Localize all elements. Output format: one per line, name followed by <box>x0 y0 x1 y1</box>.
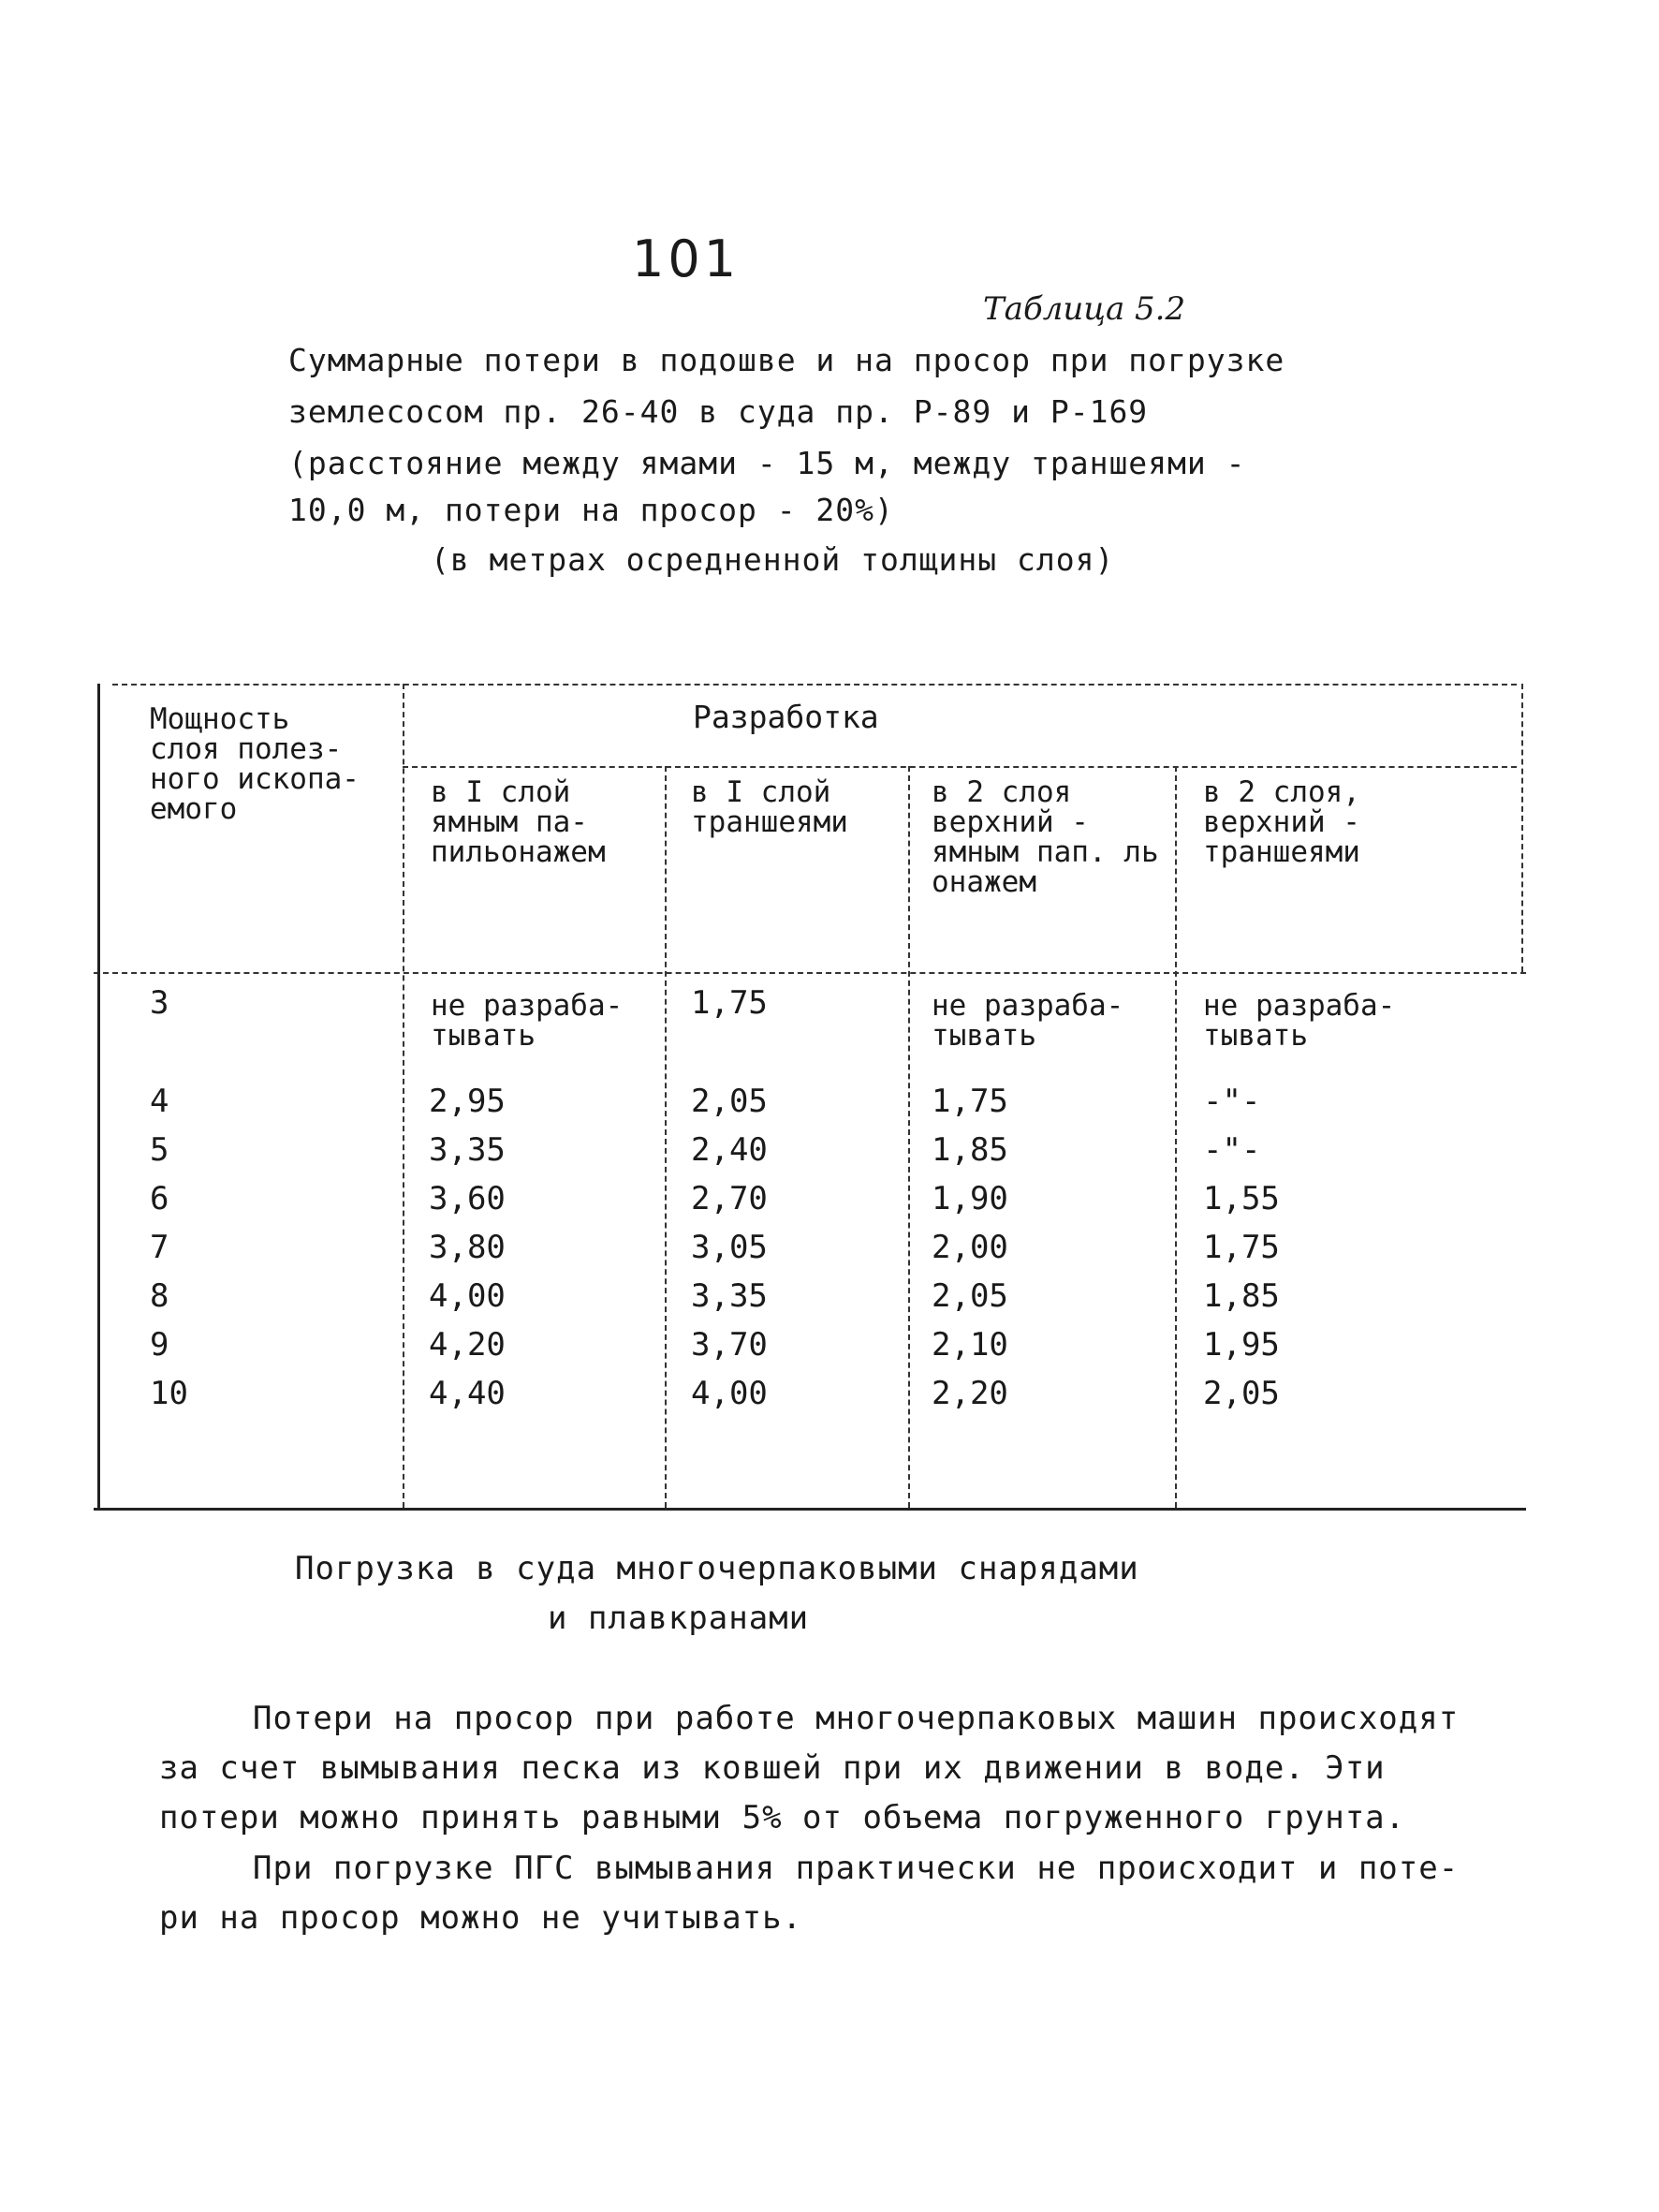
header-col-3: в 2 слоя верхний - ямным пап. ль онажем <box>932 775 1159 899</box>
paragraph-line: Потери на просор при работе многочерпаковых машин происходят <box>253 1700 1460 1737</box>
table-cell: не разраба- тывать <box>932 989 1124 1053</box>
caption-line: (расстояние между ямами - 15 м, между траншеями - <box>288 445 1246 481</box>
table-row-thickness: 3 <box>150 984 169 1022</box>
table-cell: 1,75 <box>691 984 768 1022</box>
table-cell: 1,90 <box>932 1180 1008 1217</box>
page-number: 101 <box>632 229 741 288</box>
table-row-thickness: 5 <box>150 1131 169 1169</box>
table-cell: 2,10 <box>932 1326 1008 1364</box>
header-col-2: в I слой траншеями <box>691 775 848 839</box>
table-cell: 4,00 <box>691 1375 768 1412</box>
table-cell: 3,70 <box>691 1326 768 1364</box>
table-cell: 3,80 <box>429 1229 506 1266</box>
table-row-thickness: 4 <box>150 1083 169 1120</box>
table-row-thickness: 9 <box>150 1326 169 1364</box>
table-row-thickness: 6 <box>150 1180 169 1217</box>
paragraph-line: потери можно принять равными 5% от объема погруженного грунта. <box>159 1799 1406 1836</box>
table-row-thickness: 8 <box>150 1277 169 1315</box>
table-cell: не разраба- тывать <box>431 989 624 1053</box>
section-heading-line: Погрузка в суда многочерпаковыми снарядами <box>295 1550 1139 1587</box>
table-cell: 1,85 <box>1203 1277 1280 1315</box>
table-cell: 4,40 <box>429 1375 506 1412</box>
header-bottom-rule <box>94 972 1526 974</box>
caption-line: Суммарные потери в подошве и на просор при погрузке <box>288 342 1285 378</box>
data-table <box>94 684 1526 1508</box>
table-cell: 3,35 <box>429 1131 506 1169</box>
table-cell: 1,75 <box>1203 1229 1280 1266</box>
table-cell: 1,55 <box>1203 1180 1280 1217</box>
header-thickness: Мощность слоя полез- ного ископа- емого <box>150 702 360 826</box>
table-row-thickness: 7 <box>150 1229 169 1266</box>
paragraph-line: При погрузке ПГС вымывания практически не происходит и поте- <box>253 1850 1460 1887</box>
table-right-rule <box>1521 684 1523 972</box>
table-cell: 4,20 <box>429 1326 506 1364</box>
table-top-rule <box>112 684 1517 686</box>
table-bottom-rule <box>94 1508 1526 1511</box>
header-sub-rule <box>403 766 1517 768</box>
table-cell: 2,05 <box>1203 1375 1280 1412</box>
table-label: Таблица 5.2 <box>983 290 1186 328</box>
table-cell: 2,05 <box>932 1277 1008 1315</box>
caption-units: (в метрах осредненной толщины слоя) <box>431 541 1115 578</box>
col-divider <box>908 766 910 1508</box>
paragraph-line: за счет вымывания песка из ковшей при их движении в воде. Эти <box>159 1749 1386 1787</box>
table-cell: 1,75 <box>932 1083 1008 1120</box>
table-cell: 2,05 <box>691 1083 768 1120</box>
caption-line: землесосом пр. 26-40 в суда пр. Р-89 и Р-169 <box>288 393 1149 430</box>
table-cell: 1,95 <box>1203 1326 1280 1364</box>
table-cell: 2,70 <box>691 1180 768 1217</box>
table-cell: 1,85 <box>932 1131 1008 1169</box>
table-row-thickness: 10 <box>150 1375 188 1412</box>
section-heading-line: и плавкранами <box>548 1600 810 1637</box>
col-divider <box>403 684 404 1508</box>
header-col-1: в I слой ямным па- пильонажем <box>431 775 606 869</box>
table-cell: не разраба- тывать <box>1203 989 1396 1053</box>
col-divider <box>1175 766 1177 1508</box>
table-cell: -"- <box>1203 1131 1261 1169</box>
header-development: Разработка <box>693 699 879 735</box>
table-cell: 2,00 <box>932 1229 1008 1266</box>
table-cell: 3,35 <box>691 1277 768 1315</box>
header-col-4: в 2 слоя, верхний - траншеями <box>1203 775 1360 869</box>
table-cell: 3,05 <box>691 1229 768 1266</box>
table-cell: 2,40 <box>691 1131 768 1169</box>
table-cell: -"- <box>1203 1083 1261 1120</box>
table-cell: 2,20 <box>932 1375 1008 1412</box>
table-cell: 2,95 <box>429 1083 506 1120</box>
paragraph-line: ри на просор можно не учитывать. <box>159 1899 803 1937</box>
table-cell: 3,60 <box>429 1180 506 1217</box>
table-cell: 4,00 <box>429 1277 506 1315</box>
col-divider <box>665 766 667 1508</box>
caption-line: 10,0 м, потери на просор - 20%) <box>288 492 894 528</box>
table-left-rule <box>97 684 100 1508</box>
